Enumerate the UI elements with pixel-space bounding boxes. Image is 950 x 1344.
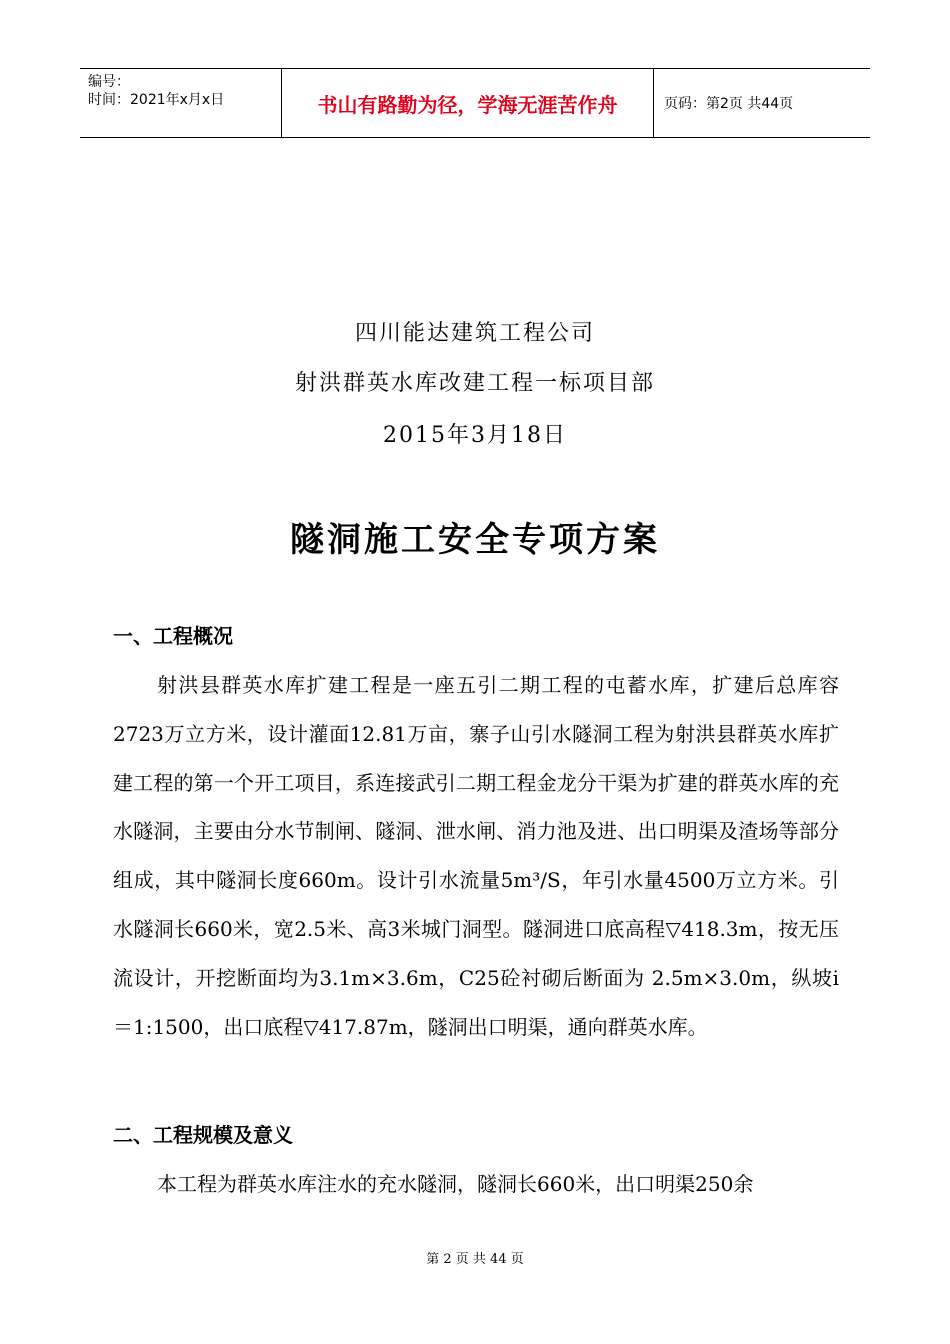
document-date: 2015年3月18日 xyxy=(383,423,567,448)
section-heading-overview: 一、工程概况 xyxy=(113,624,233,648)
header-meta xyxy=(80,69,282,137)
section-heading-scale: 二、工程规模及意义 xyxy=(113,1123,293,1147)
section-paragraph-overview: 射洪县群英水库扩建工程是一座五引二期工程的屯蓄水库，扩建后总库容2723万立方米，设计灌面12.81万亩，寨子山引水隧洞工程为射洪县群英水库扩建工程的第一个开工项目，系连接武引二期工程金龙分干渠为扩建的群英水库的充水隧洞，主要由分水节制闸、隧洞、泄水闸、消力池及进、出口明渠及渣场等部分组成，其中隧洞长度660m。设计引水流量5m³/S，年引水量4500万立方米。引水隧洞长660米，宽2.5米、高3米城门洞型。隧洞进口底高程▽418.3m，按无压流设计，开挖断面均为3.1m×3.6m，C25砼衬砌后断面为 2.5m×3.0m，纵坡i＝1:1500，出口底程▽417.87m，隧洞出口明渠，通向群英水库。 xyxy=(113,673,839,1039)
project-department: 射洪群英水库改建工程一标项目部 xyxy=(294,371,655,396)
page-footer: 第 2 页 共 44 页 xyxy=(426,1252,524,1267)
header-page-info: 页码：第2页 共44页 xyxy=(664,96,794,112)
header-table xyxy=(80,68,870,138)
document-title: 隧洞施工安全专项方案 xyxy=(290,520,660,560)
time-label: 时间：2021年x月x日 xyxy=(88,92,225,108)
header-motto: 书山有路勤为径，学海无涯苦作舟 xyxy=(282,69,654,137)
section-paragraph-scale: 本工程为群英水库注水的充水隧洞，隧洞长660米，出口明渠250余 xyxy=(157,1172,754,1196)
number-label: 编号： xyxy=(88,74,130,90)
company-name: 四川能达建筑工程公司 xyxy=(354,321,595,346)
